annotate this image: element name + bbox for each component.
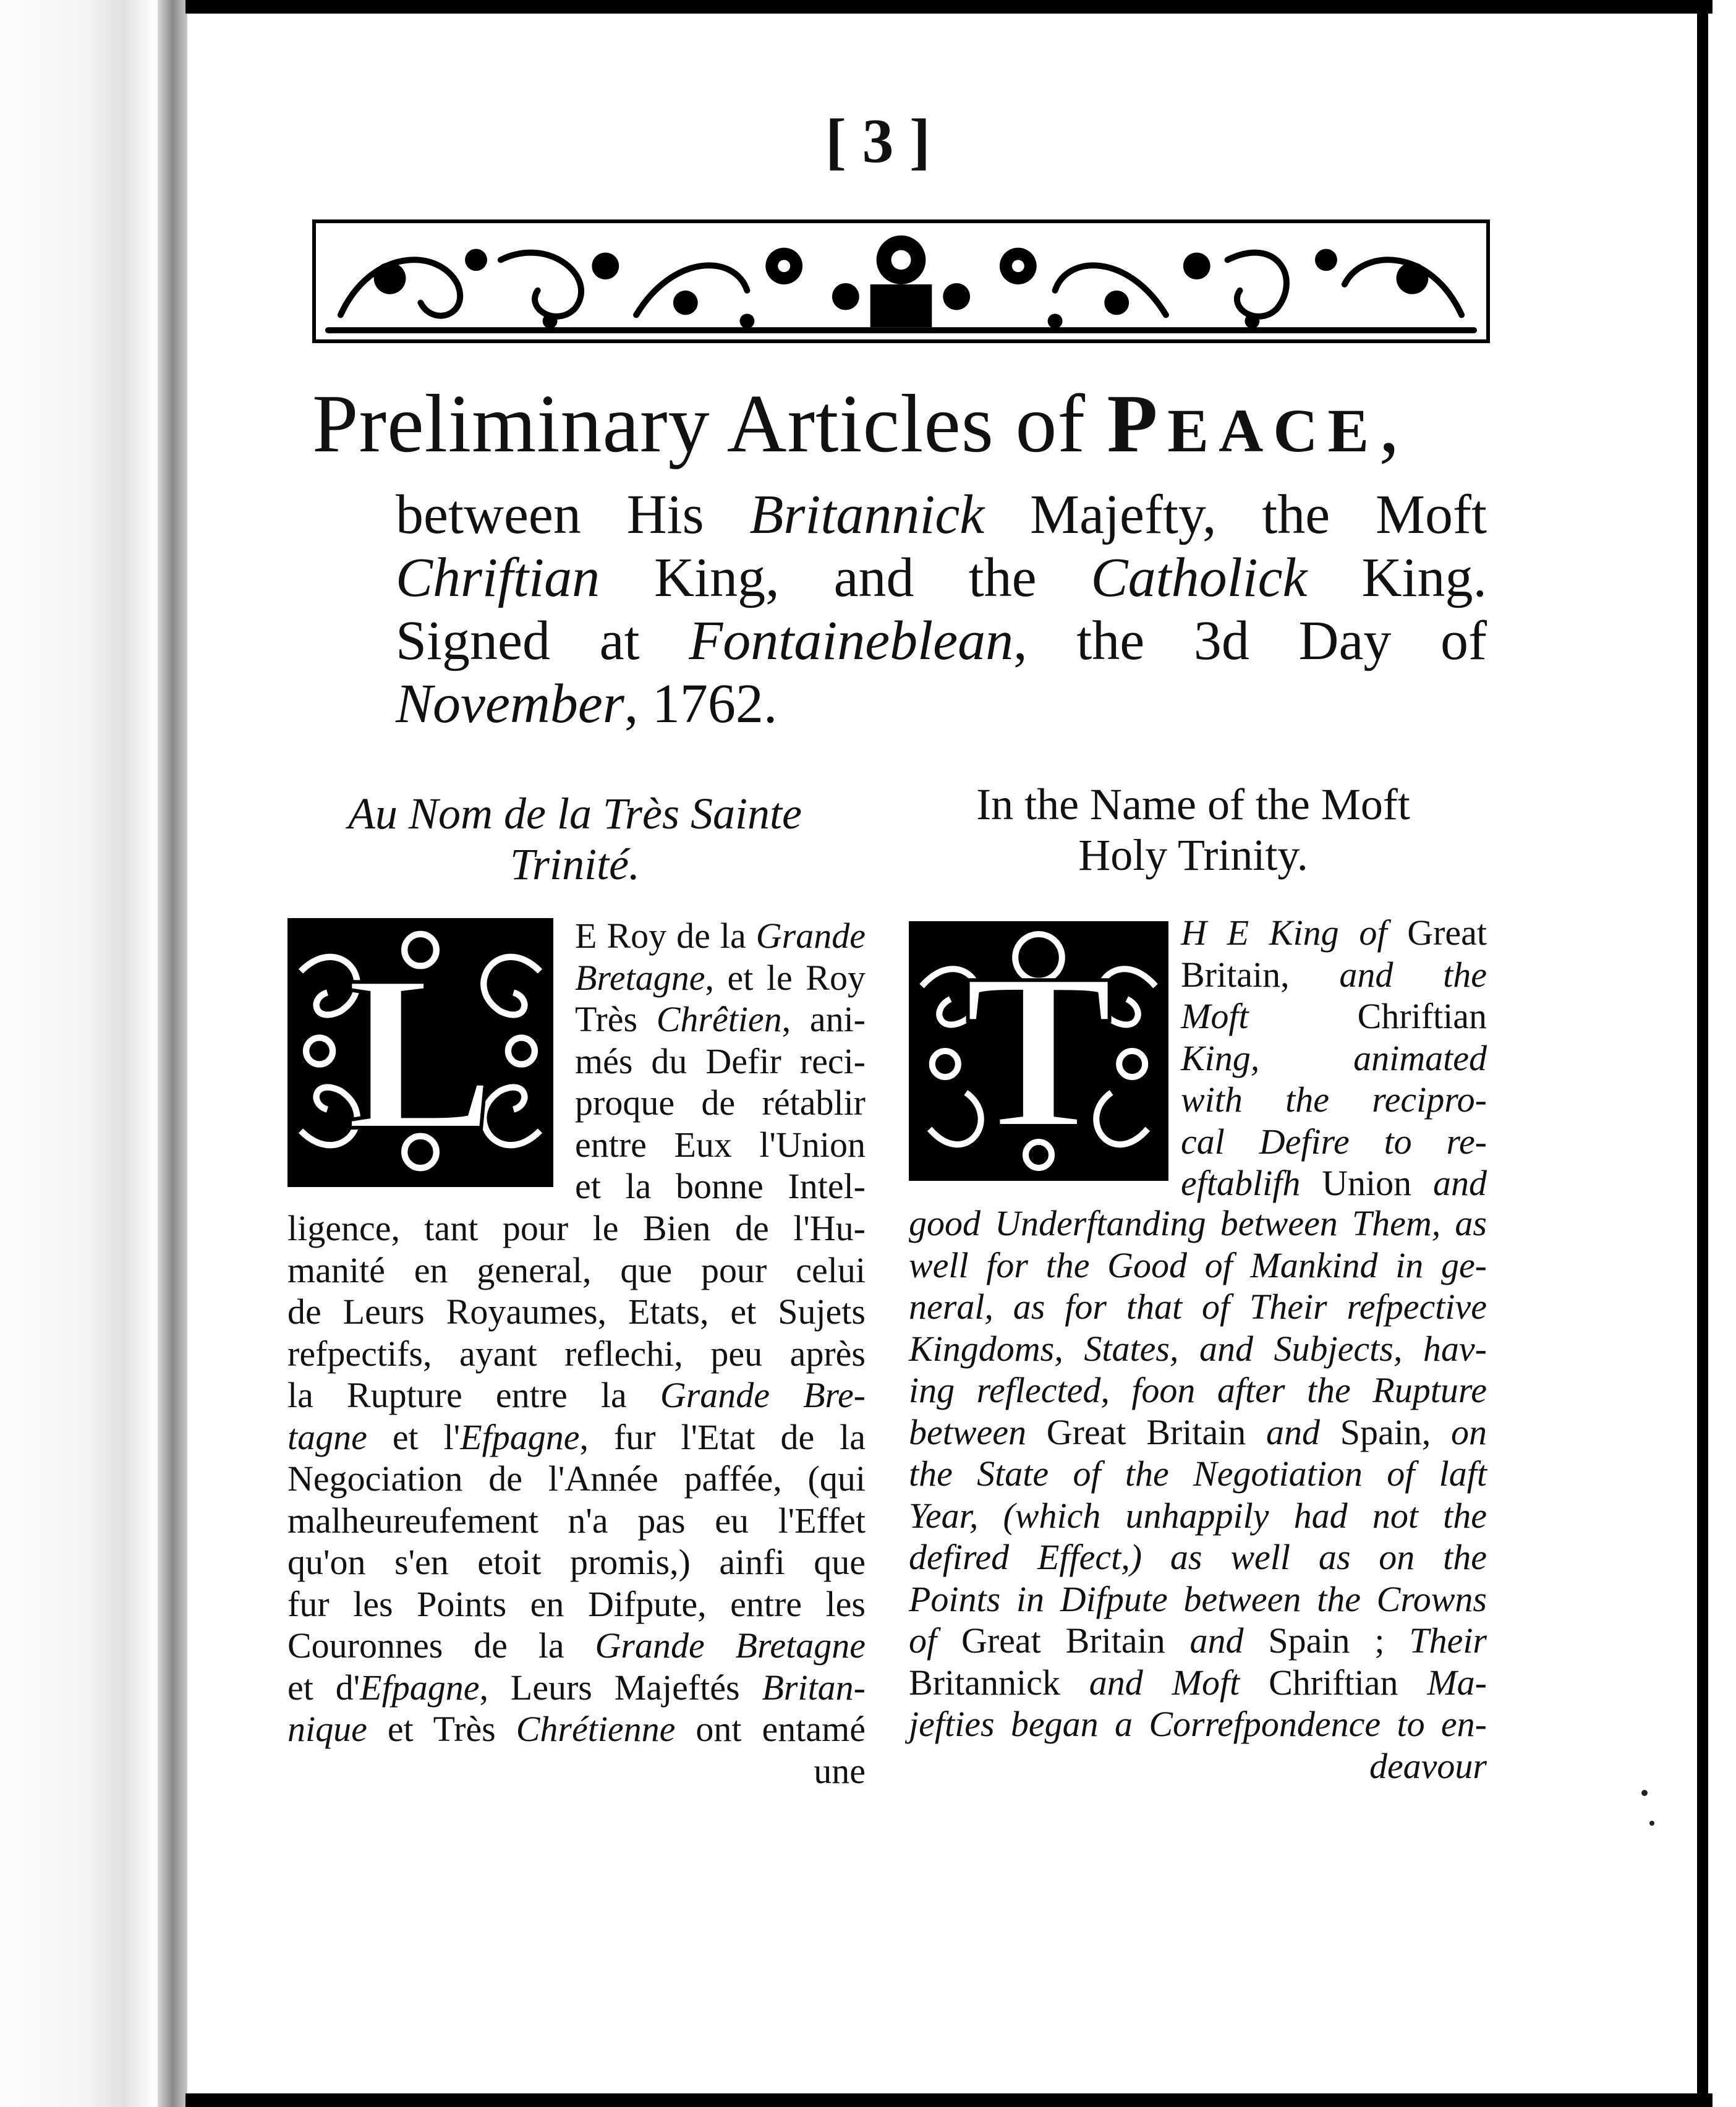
text-line [287, 1583, 866, 1625]
text-run: Chriftian [396, 547, 600, 608]
text-line [575, 998, 866, 1041]
text-run: , 1762. [624, 673, 778, 734]
text-line [909, 1245, 1487, 1287]
text-line [287, 1625, 866, 1667]
text-line [575, 1082, 866, 1124]
text-run: et Très [367, 1709, 516, 1749]
text-line [287, 1374, 866, 1416]
text-run: Britan- [762, 1667, 866, 1708]
text-run: Chrêtien [656, 999, 782, 1039]
text-run: Kingdoms, States, and Subjects, hav- [909, 1328, 1487, 1369]
text-line [287, 1207, 866, 1249]
text-run: Great [1387, 913, 1487, 953]
text-run: on [1451, 1411, 1487, 1452]
text-run: with the recipro- [1181, 1079, 1487, 1120]
text-run: Signed at [396, 610, 689, 671]
page-number: [ 3 ] [825, 106, 930, 176]
text-run: Ma- [1427, 1662, 1487, 1703]
text-run: Catholick [1091, 547, 1308, 608]
text-run: Great Britain [937, 1620, 1190, 1661]
text-line [1181, 1121, 1487, 1163]
text-run: Year, (which unhappily had not the [909, 1495, 1487, 1536]
text-run: Efpagne [460, 1416, 580, 1457]
text-run: Chriftian [1248, 996, 1487, 1036]
text-line [1181, 1037, 1487, 1079]
subtitle-line [396, 673, 1487, 736]
text-run: refpectifs, ayant reflechi, peu après [287, 1333, 866, 1374]
print-speck [1641, 1790, 1648, 1796]
french-text-beside-dropcap [575, 915, 866, 1207]
text-run: defired Effect,) as well as on the [909, 1537, 1487, 1577]
text-line [909, 1328, 1487, 1370]
text-run: of [909, 1620, 937, 1661]
text-run: and the [1339, 954, 1487, 995]
catchword: deavour [1369, 1745, 1487, 1786]
heading-line: Holy Trinity. [1078, 830, 1308, 880]
text-line [287, 1249, 866, 1292]
text-line [909, 1202, 1487, 1245]
text-run: ing reflected, foon after the Rupture [909, 1370, 1487, 1410]
text-run: Their [1409, 1620, 1487, 1661]
text-run: Efpagne [360, 1667, 480, 1708]
text-line [287, 1416, 866, 1458]
text-run: et d' [287, 1667, 360, 1708]
text-line [575, 1165, 866, 1207]
text-line [909, 1286, 1487, 1328]
text-line [287, 1333, 866, 1375]
french-dropcap-letter: L [346, 929, 495, 1176]
print-speck [1649, 1821, 1654, 1826]
text-run: manité en general, que pour celui [287, 1249, 866, 1290]
text-run: and [1266, 1411, 1320, 1452]
text-run: Britain, [1181, 954, 1340, 995]
scan-border-bottom [185, 2093, 1713, 2107]
text-run: H E King of [1181, 913, 1387, 953]
title-smallcaps-word: PEACE [1107, 378, 1379, 469]
text-run: Grande Bre- [660, 1375, 866, 1415]
text-line [575, 915, 866, 957]
heading-line: Trinité. [509, 840, 640, 889]
scan-margin-left [0, 0, 155, 2107]
text-run: Great Britain [1026, 1411, 1266, 1452]
english-dropcap [909, 921, 1168, 1181]
text-run: Grande [755, 916, 866, 956]
french-column-heading [284, 788, 866, 890]
text-run: fur les Points en Difpute, entre les [287, 1583, 866, 1624]
text-run: Points in Difpute between the Crowns [909, 1578, 1487, 1619]
heading-line: Au Nom de la Très Sainte [348, 789, 802, 838]
text-run: ont entamé [675, 1709, 866, 1749]
text-line [1181, 995, 1487, 1037]
decorative-headpiece [312, 219, 1490, 343]
text-line [287, 1541, 866, 1583]
text-run: good Underftanding between Them, as [909, 1203, 1487, 1243]
text-line [287, 1708, 866, 1750]
subtitle-line [396, 547, 1487, 610]
text-run: , ani- [781, 999, 866, 1039]
french-dropcap [287, 918, 553, 1187]
text-line [575, 957, 866, 999]
text-run: Fontaineblean [689, 610, 1014, 671]
text-run: Spain ; [1243, 1620, 1410, 1661]
text-line [909, 1620, 1487, 1662]
text-line [909, 1411, 1487, 1454]
text-run: neral, as for that of Their refpective [909, 1287, 1487, 1327]
text-run: , Leurs Majeftés [479, 1667, 762, 1708]
text-run: la Rupture entre la [287, 1375, 660, 1415]
text-run: well for the Good of Mankind in ge- [909, 1245, 1487, 1285]
text-run: malheureufement n'a pas eu l'Effet [287, 1500, 866, 1541]
document-title: Preliminary Articles of PEACE, [312, 378, 1400, 469]
text-line [909, 1662, 1487, 1704]
text-line [287, 1458, 866, 1500]
text-run: , the 3d Day of [1013, 610, 1487, 671]
scan-border-top [185, 0, 1713, 14]
text-run: cal Defire to re- [1181, 1121, 1487, 1162]
text-run: King, animated [1181, 1037, 1487, 1078]
text-run: de Leurs Royaumes, Etats, et Sujets [287, 1292, 866, 1332]
text-run: Majefty, the Moft [984, 484, 1487, 545]
text-line [909, 1369, 1487, 1411]
text-line [287, 1291, 866, 1333]
heading-line: In the Name of the Moft [976, 780, 1410, 829]
text-run: eftablifh [1181, 1163, 1301, 1203]
text-run: and Moft [1089, 1662, 1240, 1703]
text-run: nique [287, 1709, 367, 1749]
text-run: Couronnes de la [287, 1625, 595, 1666]
text-line [575, 1041, 866, 1083]
text-run: Chrétienne [516, 1709, 676, 1749]
text-line [575, 1124, 866, 1166]
text-line [1181, 954, 1487, 996]
text-run: and [1433, 1163, 1487, 1203]
text-run: Grande Bretagne [595, 1625, 866, 1666]
text-run: Britannick [909, 1662, 1089, 1703]
text-run: qu'on s'en etoit promis,) ainfi que [287, 1542, 866, 1582]
text-line [287, 1500, 866, 1542]
text-run: and [1189, 1620, 1244, 1661]
text-run: Britannick [749, 484, 985, 545]
text-run: Union [1300, 1163, 1433, 1203]
text-run: King. [1307, 547, 1487, 608]
document-title-block [312, 371, 1487, 736]
english-dropcap-letter: T [964, 927, 1113, 1174]
text-run: ligence, tant pour le Bien de l'Hu- [287, 1208, 866, 1248]
text-run: E Roy de la [575, 916, 756, 956]
english-body-text [909, 1202, 1487, 1787]
text-run: Moft [1181, 996, 1249, 1036]
text-run: Chriftian [1240, 1662, 1428, 1703]
text-line [909, 1536, 1487, 1578]
english-text-beside-dropcap [1181, 912, 1487, 1204]
text-run: jefties began a Correfpondence to en- [909, 1704, 1487, 1744]
text-run: entre Eux l'Union [575, 1124, 866, 1165]
text-run: November [396, 673, 624, 734]
text-run: between His [396, 484, 750, 545]
scan-border-right [1697, 0, 1708, 2107]
text-run: between [909, 1411, 1027, 1452]
floral-ornament-icon [316, 223, 1486, 339]
text-run: et la bonne Intel- [575, 1166, 866, 1206]
text-run: més du Defir reci- [575, 1041, 866, 1081]
text-run: , fur l'Etat de la [579, 1416, 866, 1457]
text-line [909, 1703, 1487, 1745]
text-line [1181, 1079, 1487, 1121]
text-run: , et le Roy [705, 957, 866, 998]
text-line [909, 1453, 1487, 1495]
subtitle-line [396, 610, 1487, 673]
text-run: King, and the [600, 547, 1091, 608]
text-line [287, 1667, 866, 1709]
text-line [1181, 1162, 1487, 1204]
text-run: the State of the Negotiation of laft [909, 1454, 1487, 1494]
text-line [1181, 912, 1487, 954]
book-gutter-shadow [158, 0, 187, 2107]
document-subtitle [396, 483, 1487, 736]
subtitle-line [396, 483, 1487, 547]
text-run: Spain, [1320, 1411, 1451, 1452]
french-body-text [287, 1207, 866, 1792]
text-run: Bretagne [575, 957, 705, 998]
catchword: une [814, 1750, 866, 1791]
text-run: Negociation de l'Année paffée, (qui [287, 1458, 866, 1499]
english-column-heading [903, 779, 1484, 880]
text-run: proque de rétablir [575, 1083, 866, 1123]
text-run: Très [575, 999, 657, 1039]
text-line [909, 1578, 1487, 1620]
text-run: et l' [367, 1416, 461, 1457]
text-run: tagne [287, 1416, 367, 1457]
text-line [909, 1495, 1487, 1537]
